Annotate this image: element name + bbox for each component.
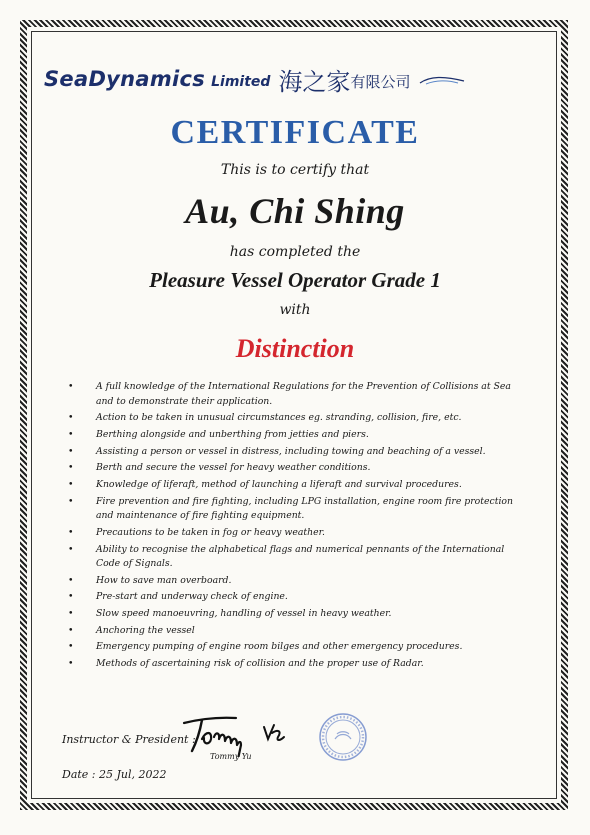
company-header	[44, 62, 544, 96]
list-item: • Precautions to be taken in fog or heavy weather.	[62, 526, 514, 541]
signer-name: Tommy Yu	[210, 752, 252, 761]
completed-line: has completed the	[229, 244, 361, 260]
list-item: • Fire prevention and fire fighting, including LPG installation, engine room fire protection and maintenance of fire fighting equipment.	[68, 495, 514, 522]
recipient-name: Au, Chi Shing	[185, 191, 405, 231]
course-name: Pleasure Vessel Operator Grade 1	[149, 268, 441, 292]
list-item: • A full knowledge of the International Regulations for the Prevention of Collisions at Sea and to demonstrate their application.	[68, 381, 511, 407]
company-seal-icon	[318, 712, 368, 762]
bullet-icon: •	[68, 608, 74, 620]
wave-swoosh-icon	[418, 74, 466, 88]
list-item: • Assisting a person or vessel in distress, including towing and beaching of a vessel.	[62, 445, 514, 460]
bullet-icon: •	[68, 495, 74, 507]
bullet-icon: •	[68, 526, 74, 538]
list-item: • Anchoring the vessel	[62, 624, 514, 639]
bullet-icon: •	[68, 543, 74, 555]
instructor-label: Instructor & President :	[62, 733, 196, 746]
bullet-icon: •	[68, 428, 74, 440]
bullet-icon: •	[68, 574, 74, 586]
bullet-icon: •	[68, 445, 74, 457]
company-name: SeaDynamics	[44, 67, 206, 91]
company-suffix: Limited	[211, 73, 271, 90]
issue-date: Date : 25 Jul, 2022	[62, 768, 167, 781]
bullet-icon: •	[68, 381, 74, 392]
grade-distinction: Distinction	[235, 334, 355, 363]
bullet-icon: •	[68, 462, 74, 474]
list-item: • Berthing alongside and unberthing from jetties and piers.	[62, 428, 514, 443]
list-item: • How to save man overboard.	[62, 574, 514, 589]
list-item: • Action to be taken in unusual circumstances eg. stranding, collision, fire, etc.	[62, 411, 514, 426]
list-item: • Methods of ascertaining risk of collision and the proper use of Radar.	[62, 657, 514, 672]
bullet-icon: •	[68, 478, 74, 490]
bullet-icon: •	[68, 591, 74, 603]
list-item: • Emergency pumping of engine room bilges and other emergency procedures.	[62, 640, 514, 655]
bullet-icon: •	[68, 624, 74, 636]
certificate-title: CERTIFICATE	[170, 114, 420, 151]
bullet-icon: •	[68, 658, 74, 670]
list-item: • Berth and secure the vessel for heavy weather conditions.	[62, 461, 514, 476]
competency-list	[62, 380, 514, 674]
list-item: • Pre-start and underway check of engine.	[62, 590, 514, 605]
bullet-icon: •	[68, 412, 74, 424]
certify-line: This is to certify that	[220, 162, 370, 178]
company-chinese-name: 海之家	[278, 67, 351, 96]
list-item: • Slow speed manoeuvring, handling of vessel in heavy weather.	[62, 607, 514, 622]
list-item: • Knowledge of liferaft, method of launching a liferaft and survival procedures.	[62, 478, 514, 493]
bullet-icon: •	[68, 641, 74, 653]
company-chinese-suffix: 有限公司	[350, 73, 411, 91]
list-item: • Ability to recognise the alphabetical flags and numerical pennants of the International Code of Signals.	[68, 543, 505, 569]
handwritten-signature	[178, 709, 298, 757]
with-line: with	[279, 302, 311, 318]
